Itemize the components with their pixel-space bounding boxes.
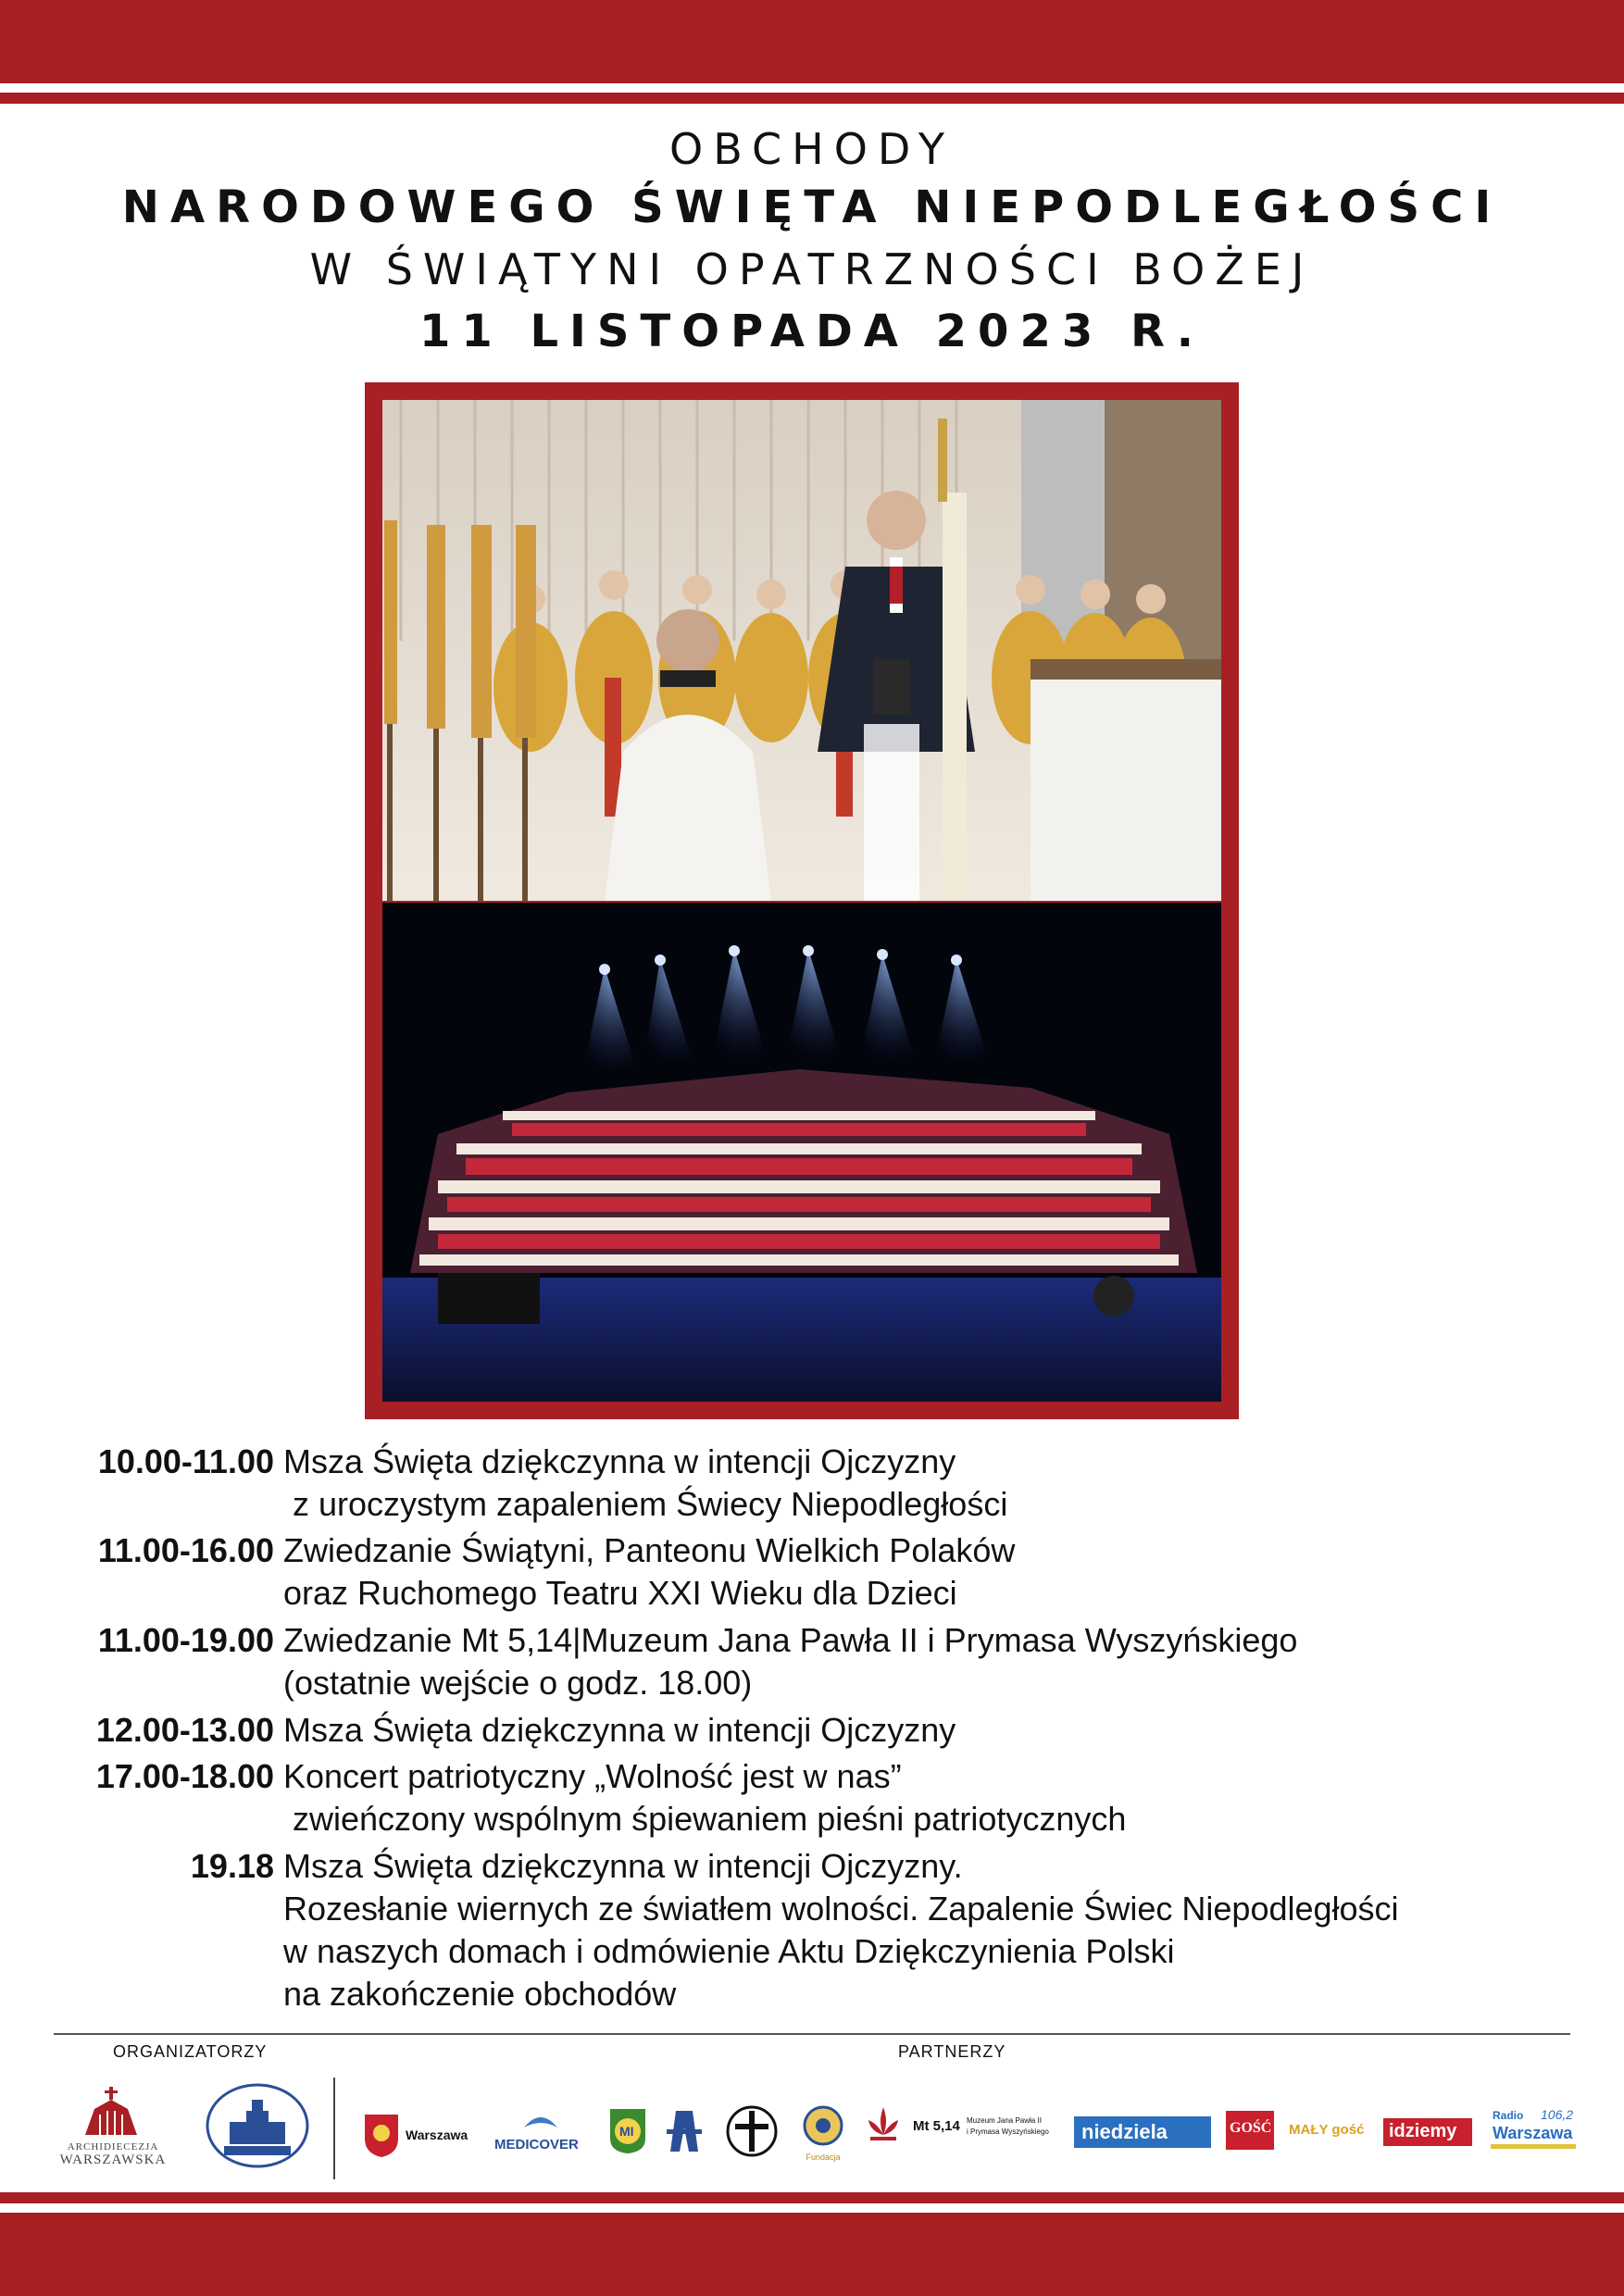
ak-logo xyxy=(663,2105,706,2157)
schedule-line: Zwiedzanie Świątyni, Panteonu Wielkich Polaków xyxy=(283,1531,1016,1569)
title-line-3: W ŚWIĄTYNI OPATRZNOŚCI BOŻEJ xyxy=(309,244,1315,294)
anchor-icon xyxy=(663,2105,706,2157)
fundacja-label: Fundacja xyxy=(806,2152,841,2162)
schedule-line: na zakończenie obchodów xyxy=(283,1975,677,2013)
schedule-time: 11.00-16.00 xyxy=(97,1531,274,1569)
mi-logo xyxy=(608,2107,647,2155)
schedule-line: Msza Święta dziękczynna w intencji Ojczyzny xyxy=(283,1442,956,1480)
gosc-logo xyxy=(1226,2111,1274,2150)
temple-icon xyxy=(206,2083,309,2168)
organizers-label: ORGANIZATORZY xyxy=(113,2042,268,2061)
warszawa-logo xyxy=(361,2111,476,2159)
mt514-label: Mt 5,14 xyxy=(913,2118,960,2134)
footer-divider xyxy=(54,2033,1570,2035)
schedule-time: 12.00-13.00 xyxy=(95,1711,274,1749)
maly-gosc-logo xyxy=(1289,2118,1372,2146)
schedule-line: zwieńczony wspólnym śpiewaniem pieśni patriotycznych xyxy=(283,1800,1127,1838)
warszawa-label: Warszawa xyxy=(406,2128,468,2142)
warsaw-coat-of-arms-icon xyxy=(361,2111,402,2159)
fundacja-logo xyxy=(798,2105,848,2161)
archidiecezja-warszawska-logo xyxy=(57,2085,169,2170)
schedule-description xyxy=(283,1845,1399,2015)
radio-underline xyxy=(1491,2144,1576,2149)
schedule-time: 10.00-11.00 xyxy=(97,1442,274,1480)
niedziela-logo xyxy=(1074,2116,1211,2148)
muzeum-line1: Muzeum Jana Pawła II xyxy=(967,2116,1042,2125)
schedule-description xyxy=(283,1441,1007,1526)
domus-emblem-icon xyxy=(722,2105,781,2157)
schedule-description xyxy=(283,1755,1126,1841)
schedule-line: (ostatnie wejście o godz. 18.00) xyxy=(283,1664,753,1702)
bottom-red-band xyxy=(0,2213,1624,2296)
medicover-label: MEDICOVER xyxy=(494,2137,579,2152)
footer-vertical-divider xyxy=(333,2078,335,2179)
schedule-line: w naszych domach i odmówienie Aktu Dziękczynienia Polski xyxy=(283,1932,1175,1970)
niedziela-label: niedziela xyxy=(1081,2120,1168,2143)
schedule-line: Zwiedzanie Mt 5,14|Muzeum Jana Pawła II i Prymasa Wyszyńskiego xyxy=(283,1621,1298,1659)
title-line-1: OBCHODY xyxy=(669,124,955,174)
schedule-time: 19.18 xyxy=(190,1847,274,1885)
radio-warszawa-logo xyxy=(1487,2107,1580,2153)
schedule-line: z uroczystym zapaleniem Świecy Niepodległości xyxy=(283,1485,1008,1523)
mi-label: MI xyxy=(619,2124,634,2139)
fleur-de-lis-icon xyxy=(861,2103,906,2159)
top-red-band xyxy=(0,0,1624,83)
schedule-time: 17.00-18.00 xyxy=(95,1757,274,1795)
domus-logo xyxy=(722,2105,781,2157)
top-red-stripe xyxy=(0,93,1624,104)
photo-church-ceremony xyxy=(382,400,1221,901)
radio-warszawa-label: Warszawa xyxy=(1493,2124,1573,2142)
scouting-logo xyxy=(861,2103,906,2159)
bottom-red-stripe xyxy=(0,2192,1624,2203)
schedule-line: Msza Święta dziękczynna w intencji Ojczyzny xyxy=(283,1711,956,1749)
photo-choir-concert xyxy=(382,903,1221,1402)
radio-frequency: 106,2 xyxy=(1541,2107,1574,2122)
partners-label: PARTNERZY xyxy=(898,2042,1006,2061)
radio-label: Radio xyxy=(1493,2109,1524,2122)
schedule-description xyxy=(283,1529,1015,1615)
centrum-opatrznosci-bozej-logo xyxy=(206,2083,309,2168)
photo-frame xyxy=(365,382,1239,1419)
mt514-muzeum-logo xyxy=(913,2113,1052,2150)
schedule-description xyxy=(283,1709,956,1752)
fundacja-emblem-icon xyxy=(798,2105,848,2148)
maly-gosc-label: MAŁY gość xyxy=(1289,2122,1365,2138)
schedule-line: Koncert patriotyczny „Wolność jest w nas” xyxy=(283,1757,902,1795)
idziemy-logo xyxy=(1383,2118,1472,2146)
archidiecezja-line2: WARSZAWSKA xyxy=(59,2152,167,2167)
schedule-line: Rozesłanie wiernych ze światłem wolności. Zapalenie Świec Niepodległości xyxy=(283,1890,1399,1928)
archidiecezja-line1: ARCHIDIECEZJA xyxy=(67,2141,159,2152)
gosc-label: GOŚĆ xyxy=(1230,2120,1272,2136)
title-date: 11 LISTOPADA 2023 R. xyxy=(418,306,1206,357)
schedule-line: Msza Święta dziękczynna w intencji Ojczyzny. xyxy=(283,1847,963,1885)
schedule-time: 11.00-19.00 xyxy=(97,1621,274,1659)
muzeum-line2: i Prymasa Wyszyńskiego xyxy=(967,2128,1049,2136)
title-line-2: NARODOWEGO ŚWIĘTA NIEPODLEGŁOŚCI xyxy=(121,181,1503,233)
schedule-description xyxy=(283,1619,1297,1704)
schedule-line: oraz Ruchomego Teatru XXI Wieku dla Dzieci xyxy=(283,1574,957,1612)
medicover-wing-icon xyxy=(522,2111,559,2131)
cathedral-icon xyxy=(57,2085,169,2137)
idziemy-label: idziemy xyxy=(1389,2121,1457,2141)
medicover-logo xyxy=(494,2111,587,2157)
